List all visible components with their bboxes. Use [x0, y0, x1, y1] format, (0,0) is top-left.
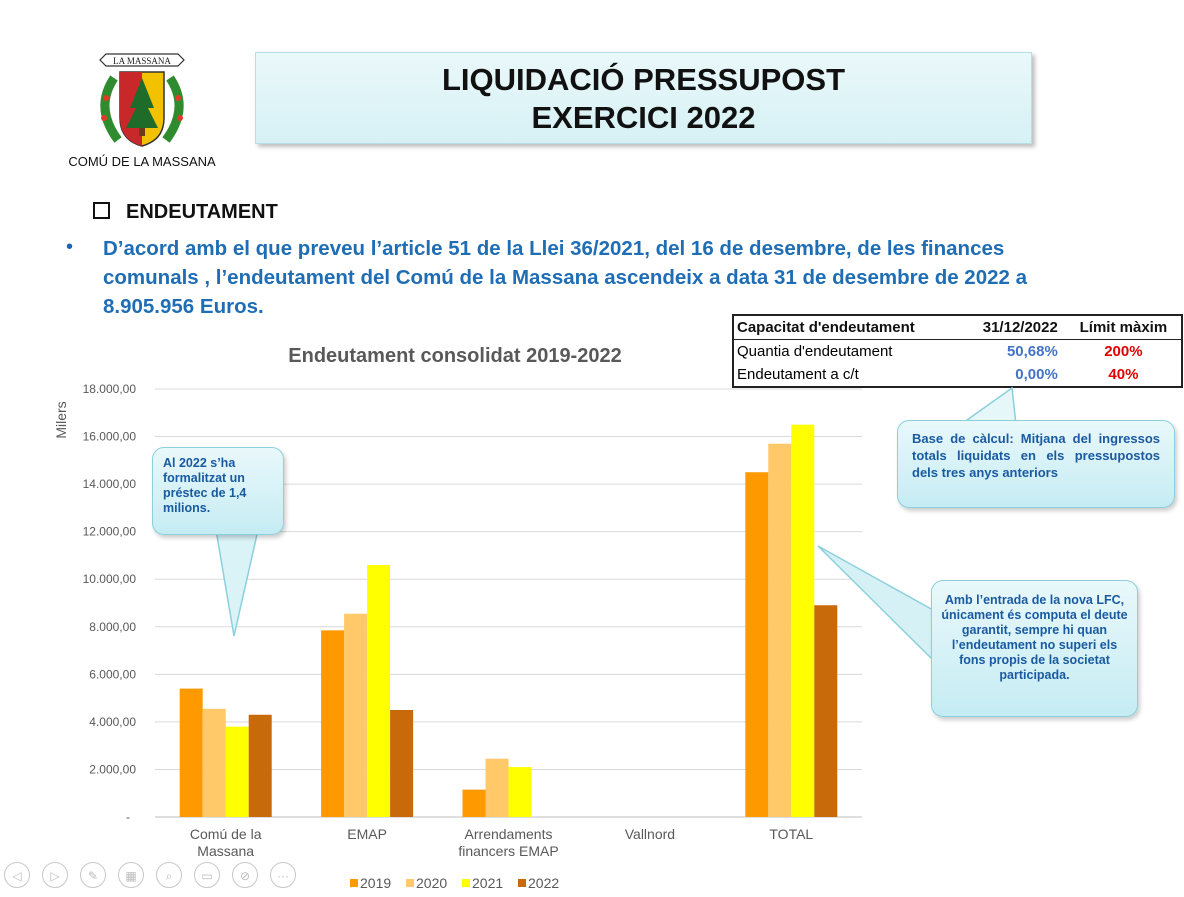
legend-label: 2020	[416, 875, 448, 891]
intro-paragraph: D’acord amb el que preveu l’article 51 de la Llei 36/2021, del 16 de desembre, de les finances comunals , l’endeutament del Comú de la Massana ascendeix a data 31 de desembre de 2022 a 8.905.956 Euros.	[103, 237, 1028, 318]
section-heading-text: ENDEUTAMENT	[126, 201, 278, 223]
table-cell: 200%	[1104, 343, 1143, 360]
y-tick-label: 10.000,00	[82, 572, 136, 587]
x-tick-label: Massana	[197, 843, 255, 859]
page-title-line1: LIQUIDACIÓ PRESSUPOST	[441, 62, 846, 97]
page-title-line2: EXERCICI 2022	[531, 100, 756, 135]
logo-banner: LA MASSANA	[113, 56, 171, 66]
y-tick-label: 6.000,00	[89, 667, 136, 682]
table-cell: 0,00%	[1015, 366, 1058, 383]
y-tick-label: 12.000,00	[82, 524, 136, 539]
legend-label: 2021	[472, 875, 504, 891]
subtitles-icon[interactable]: ▭	[194, 862, 220, 888]
x-tick-label: financers EMAP	[458, 843, 559, 859]
bullet-icon: •	[66, 236, 74, 258]
back-icon[interactable]: ◁	[4, 862, 30, 888]
table-cell: 40%	[1108, 366, 1139, 383]
table-cell: 50,68%	[1006, 343, 1058, 360]
table-cell: Endeutament a c/t	[737, 366, 859, 383]
table-header-cell: Límit màxim	[1066, 315, 1182, 340]
lfc-callout: Amb l’entrada de la nova LFC, únicament és computa el deute garantit, sempre hi quan l’endeutament no superi els fons propis de la societat participada.	[931, 580, 1138, 717]
more-icon[interactable]: ···	[270, 862, 296, 888]
table-cell: Quantia d'endeutament	[737, 343, 893, 360]
x-tick-label: Arrendaments	[464, 826, 553, 842]
y-tick-label: 14.000,00	[82, 477, 136, 492]
base-calc-callout: Base de càlcul: Mitjana del ingressos totals liquidats en els pressupostos dels tres anys anteriors	[897, 420, 1175, 508]
x-tick-label: Vallnord	[624, 826, 676, 842]
loan-callout: Al 2022 s’ha formalitzat un préstec de 1,4 milions.	[152, 447, 284, 535]
table-header-cell: Capacitat d'endeutament	[733, 315, 960, 340]
x-tick-label: EMAP	[347, 826, 387, 842]
chart-title: Endeutament consolidat 2019-2022	[288, 345, 622, 367]
zoom-icon[interactable]: ⌕	[156, 862, 182, 888]
y-axis-label: Milers	[53, 401, 69, 439]
lfc-callout-tail	[818, 546, 933, 660]
x-tick-label: Comú de la	[189, 826, 262, 842]
y-tick-label: -	[126, 810, 130, 824]
pen-icon[interactable]: ✎	[80, 862, 106, 888]
y-tick-label: 16.000,00	[82, 429, 136, 444]
logo-caption: COMÚ DE LA MASSANA	[68, 154, 216, 169]
camera-off-icon[interactable]: ⊘	[232, 862, 258, 888]
slides-icon[interactable]: ▦	[118, 862, 144, 888]
legend-label: 2022	[528, 875, 560, 891]
y-tick-label: 18.000,00	[82, 382, 136, 396]
forward-icon[interactable]: ▷	[42, 862, 68, 888]
table-header-cell: 31/12/2022	[960, 315, 1066, 340]
loan-callout-tail	[216, 530, 258, 636]
y-tick-label: 2.000,00	[89, 762, 136, 777]
y-tick-label: 8.000,00	[89, 619, 136, 634]
legend-label: 2019	[360, 875, 392, 891]
x-tick-label: TOTAL	[769, 826, 814, 842]
y-tick-label: 4.000,00	[89, 714, 136, 729]
